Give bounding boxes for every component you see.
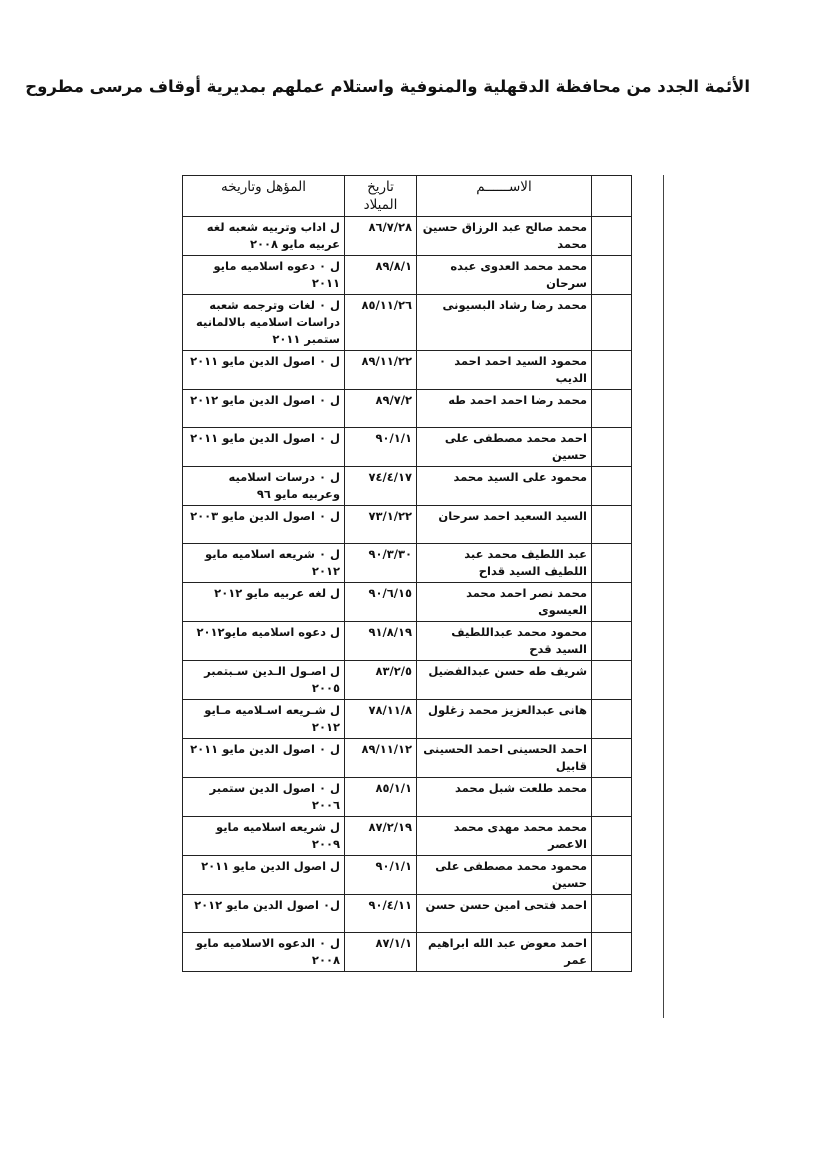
table-row [183, 467, 632, 506]
dob-cell: ٨٧/٢/١٩ [345, 817, 417, 856]
table-row [183, 817, 632, 856]
empty-cell [592, 778, 632, 817]
qualification-cell: ل ٠ اصول الدين مايو ٢٠١١ [183, 428, 345, 467]
name-cell: محمد رضا احمد احمد طه [417, 390, 592, 428]
table-row [183, 856, 632, 895]
empty-cell [592, 622, 632, 661]
empty-cell [592, 700, 632, 739]
name-cell: هانى عبدالعزيز محمد زغلول [417, 700, 592, 739]
empty-cell [592, 295, 632, 351]
table-row [183, 506, 632, 544]
empty-cell [592, 661, 632, 700]
table-row [183, 351, 632, 390]
dob-cell: ٨٩/٧/٢ [345, 390, 417, 428]
dob-cell: ٨٣/٢/٥ [345, 661, 417, 700]
dob-cell: ٩٠/١/١ [345, 428, 417, 467]
qualification-cell: ل ٠ لغات وترجمه شعبه دراسات اسلاميه بالالمانيه ستمبر ٢٠١١ [183, 295, 345, 351]
table-row [183, 428, 632, 467]
empty-cell [592, 351, 632, 390]
name-cell: محمد محمد العدوى عبده سرحان [417, 256, 592, 295]
name-cell: شريف طه حسن عبدالفضيل [417, 661, 592, 700]
dob-cell: ٩٠/٦/١٥ [345, 583, 417, 622]
empty-cell [592, 217, 632, 256]
table-row [183, 739, 632, 778]
qualification-cell: ل اصـول الـدين سـبتمبر ٢٠٠٥ [183, 661, 345, 700]
dob-cell: ٨٥/١١/٢٦ [345, 295, 417, 351]
name-cell: محمود محمد مصطفى على حسين [417, 856, 592, 895]
name-header: الاســــــم [417, 176, 592, 217]
table-row [183, 583, 632, 622]
qualification-cell: ل شـريعه اسـلاميه مـايو ٢٠١٢ [183, 700, 345, 739]
dob-cell: ٨٩/١١/٢٢ [345, 351, 417, 390]
name-cell: محمد طلعت شبل محمد [417, 778, 592, 817]
name-cell: محمد رضا رشاد البسيونى [417, 295, 592, 351]
qualification-cell: ل دعوه اسلاميه مايو٢٠١٢ [183, 622, 345, 661]
name-cell: محمد صالح عبد الرزاق حسين محمد [417, 217, 592, 256]
name-cell: محمد نصر احمد محمد العيسوى [417, 583, 592, 622]
dob-cell: ٩٠/٣/٣٠ [345, 544, 417, 583]
empty-cell [592, 506, 632, 544]
name-cell: محمود محمد عبداللطيف السيد قدح [417, 622, 592, 661]
empty-header-cell [592, 176, 632, 217]
dob-cell: ٧٨/١١/٨ [345, 700, 417, 739]
dob-cell: ٧٤/٤/١٧ [345, 467, 417, 506]
name-cell: السيد السعيد احمد سرحان [417, 506, 592, 544]
roster-table-container [182, 175, 632, 972]
header-row [183, 176, 632, 217]
empty-cell [592, 428, 632, 467]
qualification-cell: ل ٠ اصول الدين مايو ٢٠١١ [183, 351, 345, 390]
table-row [183, 217, 632, 256]
dob-cell: ٩٠/١/١ [345, 856, 417, 895]
qualification-cell: ل٠ اصول الدين مايو ٢٠١٢ [183, 895, 345, 933]
empty-cell [592, 817, 632, 856]
dob-cell: ٨٩/٨/١ [345, 256, 417, 295]
dob-cell: ٨٩/١١/١٢ [345, 739, 417, 778]
table-row [183, 295, 632, 351]
name-cell: محمد محمد مهدى محمد الاعصر [417, 817, 592, 856]
empty-cell [592, 856, 632, 895]
name-cell: احمد الحسينى احمد الحسينى قابيل [417, 739, 592, 778]
empty-cell [592, 390, 632, 428]
table-row [183, 622, 632, 661]
empty-cell [592, 895, 632, 933]
name-cell: احمد معوض عبد الله ابراهيم عمر [417, 933, 592, 972]
table-row [183, 778, 632, 817]
qualification-cell: ل ٠ شريعه اسلاميه مايو ٢٠١٢ [183, 544, 345, 583]
name-cell: احمد فتحى امين حسن حسن [417, 895, 592, 933]
page-title: الأئمة الجدد من محافظة الدقهلية والمنوفية واستلام عملهم بمديرية أوقاف مرسى مطروح [25, 77, 750, 96]
roster-table [182, 175, 632, 972]
margin-line [663, 175, 664, 1018]
empty-cell [592, 583, 632, 622]
qualification-header: المؤهل وتاريخه [183, 176, 345, 217]
empty-cell [592, 739, 632, 778]
empty-cell [592, 544, 632, 583]
qualification-cell: ل ٠ اصول الدين مايو ٢٠٠٣ [183, 506, 345, 544]
qualification-cell: ل شريعه اسلاميه مايو ٢٠٠٩ [183, 817, 345, 856]
table-row [183, 895, 632, 933]
qualification-cell: ل لغه عربيه مايو ٢٠١٢ [183, 583, 345, 622]
qualification-cell: ل ٠ اصول الدين مايو ٢٠١١ [183, 739, 345, 778]
dob-header: تاريخ الميلاد [345, 176, 417, 217]
roster-body [183, 217, 632, 972]
dob-cell: ٨٥/١/١ [345, 778, 417, 817]
dob-cell: ٩١/٨/١٩ [345, 622, 417, 661]
qualification-cell: ل ٠ اصول الدين ستمبر ٢٠٠٦ [183, 778, 345, 817]
name-cell: محمود على السيد محمد [417, 467, 592, 506]
qualification-cell: ل اداب وتربيه شعبه لغه عربيه مايو ٢٠٠٨ [183, 217, 345, 256]
dob-cell: ٨٦/٧/٢٨ [345, 217, 417, 256]
table-row [183, 390, 632, 428]
qualification-cell: ل ٠ اصول الدين مايو ٢٠١٢ [183, 390, 345, 428]
dob-cell: ٩٠/٤/١١ [345, 895, 417, 933]
table-row [183, 256, 632, 295]
empty-cell [592, 256, 632, 295]
qualification-cell: ل ٠ درسات اسلاميه وعربيه مايو ٩٦ [183, 467, 345, 506]
table-row [183, 933, 632, 972]
empty-cell [592, 467, 632, 506]
name-cell: عبد اللطيف محمد عبد اللطيف السيد قداح [417, 544, 592, 583]
dob-cell: ٧٣/١/٢٢ [345, 506, 417, 544]
table-row [183, 700, 632, 739]
name-cell: احمد محمد مصطفى على حسين [417, 428, 592, 467]
table-row [183, 544, 632, 583]
empty-cell [592, 933, 632, 972]
qualification-cell: ل ٠ دعوه اسلاميه مايو ٢٠١١ [183, 256, 345, 295]
qualification-cell: ل اصول الدين مايو ٢٠١١ [183, 856, 345, 895]
qualification-cell: ل ٠ الدعوه الاسلاميه مايو ٢٠٠٨ [183, 933, 345, 972]
name-cell: محمود السيد احمد احمد الديب [417, 351, 592, 390]
dob-cell: ٨٧/١/١ [345, 933, 417, 972]
table-row [183, 661, 632, 700]
